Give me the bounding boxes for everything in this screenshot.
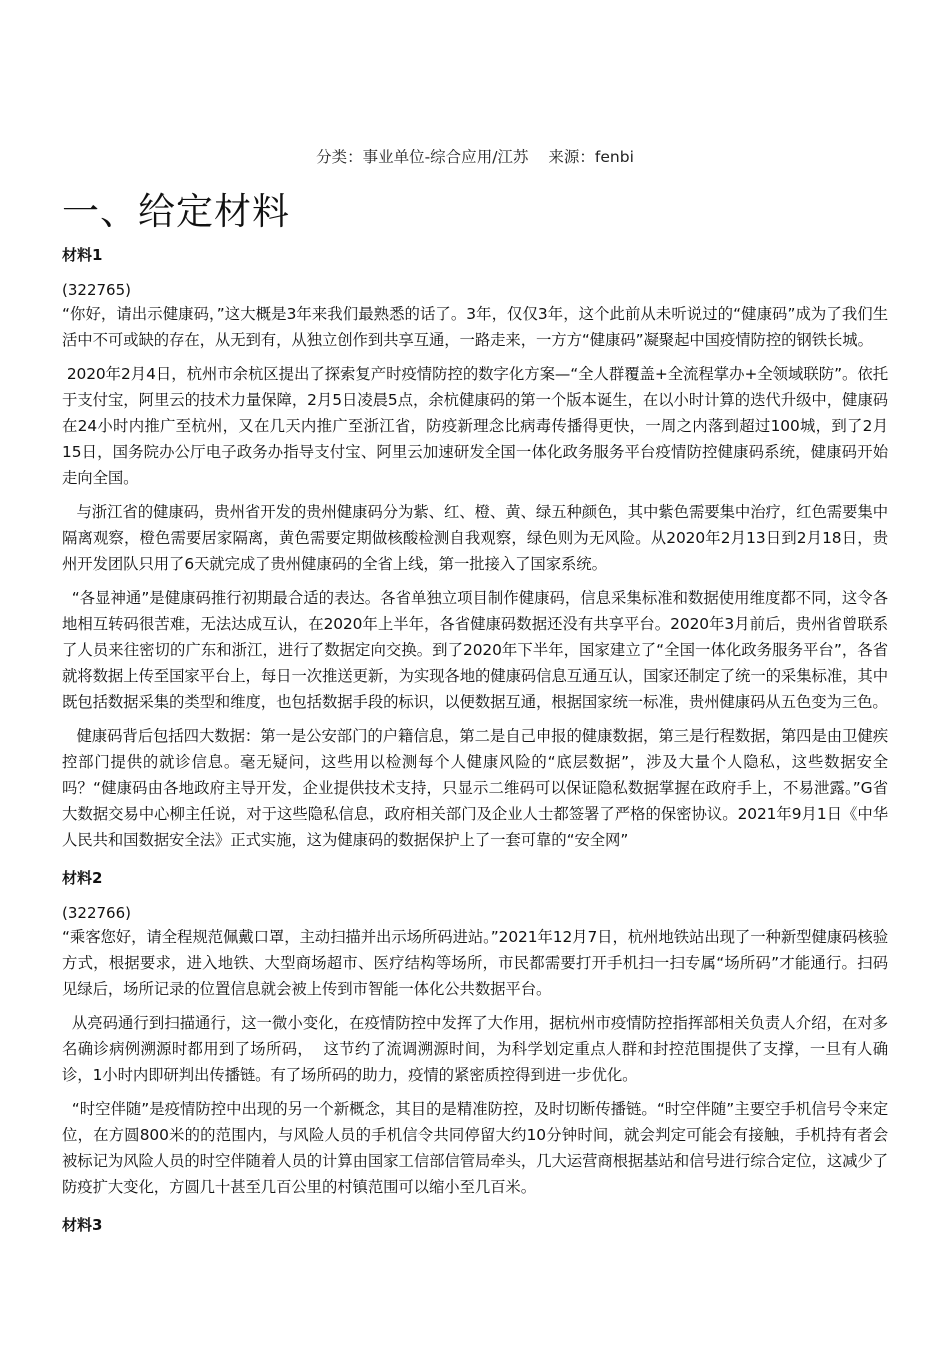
source-text: 来源：fenbi <box>548 148 634 166</box>
material-label: 材料1 <box>62 246 103 264</box>
material-block <box>62 244 888 853</box>
material-paragraph: “各显神通”是健康码推行初期最合适的表达。各省单独立项目制作健康码，信息采集标准和数据使用维度都不同，这令各地相互转码很苦难，无法达成互认，在2020年上半年，各省健康码数据还没有共享平台。2020年3月前后，贵州省曾联系了人员来往密切的广东和浙江，进行了数据定向交换。到了2020年下半年，国家建立了“全国一体化政务服务平台”，各省就将数据上传至国家平台上，每日一次推送更新，为实现各地的健康码信息互通互认，国家还制定了统一的采集标准，其中既包括数据采集的类型和维度，也包括数据手段的标识，以便数据互通，根据国家统一标准，贵州健康码从五色变为三色。 <box>62 589 888 711</box>
material-paragraph: 从亮码通行到扫描通行，这一微小变化，在疫情防控中发挥了大作用，据杭州市疫情防控指挥部相关负责人介绍，在对多名确诊病例溯源时都用到了场所码， 这节约了流调溯源时间，为科学划定重点人群和封控范围提供了支撑，一旦有人确诊，1小时内即研判出传播链。有了场所码的助力，疫情的紧密质控得到进一步优化。 <box>62 1014 888 1084</box>
question-id: (322766) <box>62 904 131 922</box>
material-paragraph: “乘客您好，请全程规范佩戴口罩，主动扫描并出示场所码进站。”2021年12月7日，杭州地铁站出现了一种新型健康码核验方式，根据要求，进入地铁、大型商场超市、医疗结构等场所，市民都需要打开手机扫一扫专属“场所码”才能通行。扫码见绿后，场所记录的位置信息就会被上传到市智能一体化公共数据平台。 <box>62 928 888 998</box>
material-label: 材料3 <box>62 1216 103 1234</box>
materials-content <box>62 244 888 1249</box>
category-text: 分类：事业单位-综合应用/江苏 <box>316 148 529 166</box>
material-label: 材料2 <box>62 869 103 887</box>
material-paragraph: 2020年2月4日，杭州市余杭区提出了探索复产时疫情防控的数字化方案—“全人群覆盖+全流程掌办+全领域联防”。依托于支付宝，阿里云的技术力量保障，2月5日凌晨5点，余杭健康码的第一个版本诞生，在以小时计算的迭代升级中，健康码在24小时内推广至杭州，又在几天内推广至浙江省，防疫新理念比病毒传播得更快，一周之内落到超过100城，到了2月15日，国务院办公厅电子政务办指导支付宝、阿里云加速研发全国一体化政务服务平台疫情防控健康码系统，健康码开始走向全国。 <box>62 365 888 487</box>
document-meta <box>62 146 888 168</box>
section-heading: 一、给定材料 <box>62 190 290 233</box>
material-paragraph: 健康码背后包括四大数据：第一是公安部门的户籍信息，第二是自己申报的健康数据，第三是行程数据，第四是由卫健疾控部门提供的就诊信息。毫无疑问，这些用以检测每个人健康风险的“底层数据”，涉及大量个人隐私，这些数据安全吗？“健康码由各地政府主导开发，企业提供技术支持，只显示二维码可以保证隐私数据掌握在政府手上，不易泄露。”G省大数据交易中心柳主任说，对于这些隐私信息，政府相关部门及企业人士都签署了严格的保密协议。2021年9月1日《中华人民共和国数据安全法》正式实施，这为健康码的数据保护上了一套可靠的“安全网” <box>62 727 888 849</box>
material-paragraph: 与浙江省的健康码，贵州省开发的贵州健康码分为紫、红、橙、黄、绿五种颜色，其中紫色需要集中治疗，红色需要集中隔离观察，橙色需要居家隔离，黄色需要定期做核酸检测自我观察，绿色则为无风险。从2020年2月13日到2月18日，贵州开发团队只用了6天就完成了贵州健康码的全省上线，第一批接入了国家系统。 <box>62 503 888 573</box>
material-block <box>62 1214 888 1236</box>
question-id: (322765) <box>62 281 131 299</box>
material-block <box>62 867 888 1200</box>
material-paragraph: “你好，请出示健康码，”这大概是3年来我们最熟悉的话了。3年，仅仅3年，这个此前从未听说过的“健康码”成为了我们生活中不可或缺的存在，从无到有，从独立创作到共享互通，一路走来，一方方“健康码”凝聚起中国疫情防控的钢铁长城。 <box>62 305 888 349</box>
material-paragraph: “时空伴随”是疫情防控中出现的另一个新概念，其目的是精准防控，及时切断传播链。“时空伴随”主要空手机信号令来定位，在方圆800米的的范围内，与风险人员的手机信令共同停留大约10分钟时间，就会判定可能会有接触，手机持有者会被标记为风险人员的时空伴随着人员的计算由国家工信部信管局牵头，几大运营商根据基站和信号进行综合定位，这减少了防疫扩大变化，方圆几十甚至几百公里的村镇范围可以缩小至几百米。 <box>62 1100 888 1196</box>
